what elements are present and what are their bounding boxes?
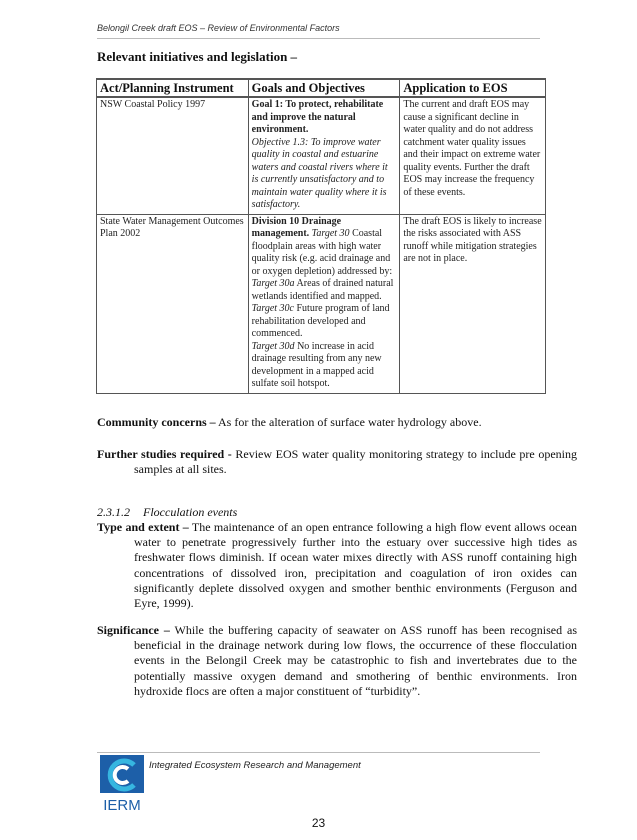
target-item	[252, 303, 397, 341]
significance-paragraph	[97, 623, 577, 699]
target-text: Areas of drained natural wetlands identified and mapped.	[251, 278, 394, 302]
goal-title: Division 10 Drainage management.	[251, 215, 342, 239]
paragraph-label: Community concerns –	[97, 415, 216, 429]
goal-objective: Objective 1.3: To improve water quality in coastal and estuarine waters and coastal rivers where it is currently unsatisfactory and to maintain water quality where it is satisfactory.	[251, 136, 388, 210]
footer-org: Integrated Ecosystem Research and Management	[149, 760, 361, 771]
target-item	[252, 278, 397, 303]
application-cell: The draft EOS is likely to increase the risks associated with ASS runoff while mitigation strategies are not in place.	[400, 214, 546, 393]
target-text: No increase in acid drainage resulting from any new development in a mapped acid sulfate soil hotspot.	[251, 340, 382, 389]
goals-cell	[248, 214, 400, 393]
division-line	[252, 216, 397, 279]
further-studies-paragraph	[97, 447, 577, 477]
footer-rule	[97, 752, 540, 753]
target-label: Target 30d	[251, 340, 295, 352]
paragraph-text: While the buffering capacity of seawater on ASS runoff has been recognised as beneficial in the drainage network during low flows, the occurrence of these flocculation events in the Belongil Creek may be catastrophic to fish and invertebrates due to the potentially massive oxygen demand and smothering of benthic environments. Iron hydroxide flocs are often a major constituent of “turbidity”.	[134, 623, 577, 698]
type-extent-paragraph	[97, 520, 577, 611]
instrument-cell: State Water Management Outcomes Plan 2002	[97, 214, 249, 393]
table-row	[97, 97, 546, 214]
target-text: Future program of land rehabilitation developed and commenced.	[251, 303, 390, 339]
column-header: Goals and Objectives	[248, 79, 400, 97]
column-header: Application to EOS	[400, 79, 546, 97]
subsection-heading	[97, 505, 237, 520]
target-label: Target 30	[311, 228, 350, 239]
goal-title: Goal 1: To protect, rehabilitate and improve the natural environment.	[251, 99, 384, 135]
subsection-number: 2.3.1.2	[97, 505, 130, 519]
target-label: Target 30c	[251, 303, 294, 314]
instrument-cell: NSW Coastal Policy 1997	[97, 97, 249, 214]
paragraph-label: Further studies required -	[97, 447, 232, 461]
table-header-row	[97, 79, 546, 97]
page-number: 23	[311, 816, 326, 830]
table-row	[97, 214, 546, 393]
paragraph-text: The maintenance of an open entrance following a high flow event allows ocean water to penetrate progressively further into the estuary over successive high tides as freshwater flows diminish. If ocean water mixes directly with ASS runoff containing high concentrations of dissolved iron, precipitation and coagulation of iron oxides can significantly deplete dissolved oxygen and smother benthic environments (Ferguson and Eyre, 1999).	[134, 520, 578, 611]
legislation-table	[96, 78, 546, 394]
section-heading: Relevant initiatives and legislation –	[97, 49, 298, 64]
goals-cell	[248, 97, 400, 214]
paragraph-label: Type and extent –	[97, 520, 189, 534]
target-text: Coastal floodplain areas with high water quality risk (e.g. acid drainage and or oxygen depletion) addressed by:	[251, 228, 393, 277]
header-rule	[97, 38, 540, 39]
target-item	[252, 341, 397, 391]
running-header: Belongil Creek draft EOS – Review of Environmental Factors	[97, 23, 340, 33]
ierm-logo	[100, 755, 144, 813]
paragraph-text: Review EOS water quality monitoring strategy to include pre opening samples at all sites.	[134, 447, 577, 477]
community-concerns-paragraph	[97, 415, 540, 430]
column-header: Act/Planning Instrument	[97, 79, 249, 97]
paragraph-text: As for the alteration of surface water hydrology above.	[218, 415, 482, 429]
logo-text: IERM	[103, 797, 141, 813]
application-cell: The current and draft EOS may cause a significant decline in water quality and do not address catchment water quality issues and their impact on extreme water quality events. Further the draft EOS may increase the frequency of these events.	[400, 97, 546, 214]
target-label: Target 30a	[251, 278, 295, 289]
subsection-title: Flocculation events	[143, 505, 238, 519]
paragraph-label: Significance –	[97, 623, 170, 637]
